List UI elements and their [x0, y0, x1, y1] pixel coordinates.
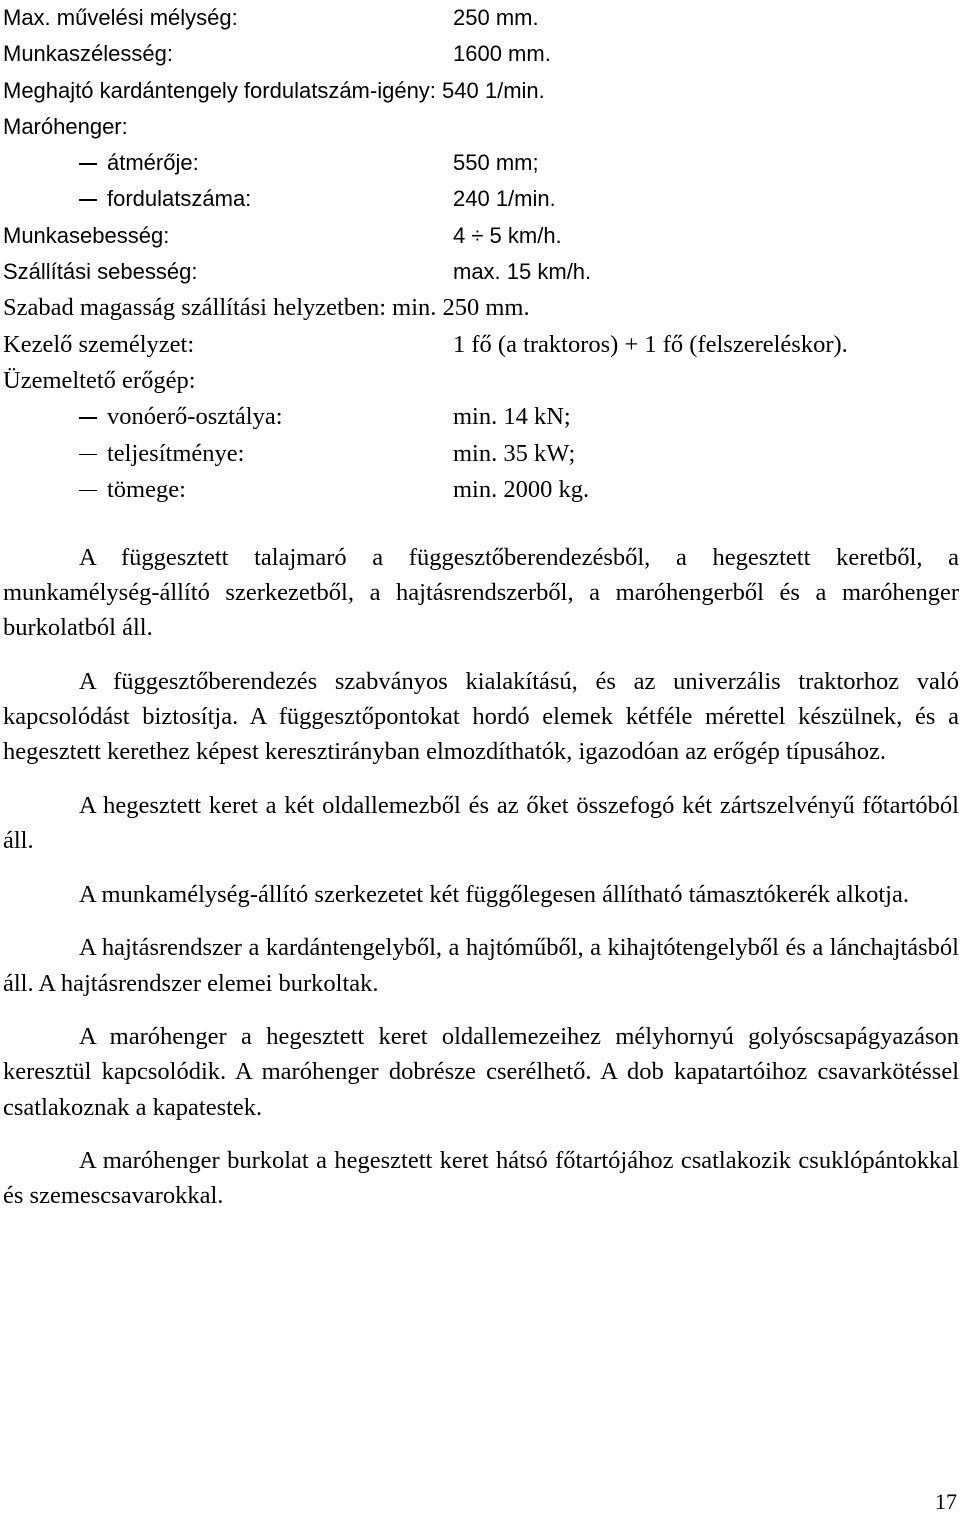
- dash-bullet-icon: [79, 199, 97, 201]
- spec-value: min. 2000 kg.: [453, 475, 590, 503]
- spec-label: Munkasebesség:: [3, 222, 170, 248]
- spec-label: tömege:: [107, 475, 186, 503]
- dash-bullet-icon: [79, 490, 97, 492]
- paragraph: A munkamélység-állító szerkezetet két függőlegesen állítható támasztókerék alkotja.: [79, 880, 909, 908]
- spec-operators: [3, 327, 957, 363]
- spec-label: teljesítménye:: [107, 439, 245, 467]
- dash-bullet-icon: [79, 417, 97, 419]
- paragraph: A maróhenger a hegesztett keret oldallemezeihez mélyhornyú golyóscsapágyazáson keresztül kapcsolódik. A maróhenger dobrésze cserélhető. A dob kapatartóihoz csavarkötéssel csatlakoznak a kapatestek.: [3, 1023, 959, 1121]
- spec-tractor-draft-class: [3, 399, 957, 435]
- spec-label: Munkaszélesség:: [3, 41, 173, 67]
- spec-working-width: [3, 36, 957, 72]
- spec-value: 1 fő (a traktoros) + 1 fő (felszereléskor).: [453, 330, 848, 358]
- paragraph: A hajtásrendszer a kardántengelyből, a hajtóműből, a kihajtótengelyből és a lánchajtásból áll. A hajtásrendszer elemei burkoltak.: [3, 934, 959, 997]
- spec-label: Szállítási sebesség:: [3, 259, 198, 285]
- spec-label: Kezelő személyzet:: [3, 330, 195, 358]
- spec-pto-speed: [3, 73, 957, 109]
- spec-value: 240 1/min.: [453, 186, 556, 212]
- spec-value: 250 mm.: [453, 5, 539, 30]
- paragraph: A maróhenger burkolat a hegesztett keret hátsó főtartójához csatlakozik csuklópántokkal és szemescsavarokkal.: [3, 1147, 959, 1210]
- spec-label: Meghajtó kardántengely fordulatszám-igény: 540 1/min.: [3, 77, 545, 103]
- spec-label: átmérője:: [107, 150, 199, 176]
- spec-value: min. 35 kW;: [453, 439, 576, 467]
- dash-bullet-icon: [79, 454, 97, 456]
- spec-tractor-heading: [3, 363, 957, 399]
- spec-tractor-power: [3, 436, 957, 472]
- spec-value: 1600 mm.: [453, 41, 551, 67]
- spec-max-depth: [3, 0, 957, 36]
- spec-label: vonóerő-osztálya:: [107, 403, 283, 431]
- spec-label: Üzemeltető erőgép:: [3, 366, 196, 394]
- spec-working-speed: [3, 218, 957, 254]
- spec-label: Maróhenger:: [3, 113, 128, 139]
- paragraph: A függesztőberendezés szabványos kialakítású, és az univerzális traktorhoz való kapcsolódást biztosítja. A függesztőpontokat hordó elemek kétféle mérettel készülnek, és a hegesztett kerethez képest keresztirányban elmozdíthatók, igazodóan az erőgép típusához.: [3, 668, 959, 766]
- dash-bullet-icon: [79, 163, 97, 165]
- spec-rotor-heading: [3, 109, 957, 145]
- spec-value: 550 mm;: [453, 150, 539, 176]
- spec-label: fordulatszáma:: [107, 186, 252, 212]
- spec-value: max. 15 km/h.: [453, 259, 592, 285]
- page-number: 17: [935, 1489, 957, 1514]
- spec-rotor-diameter: [3, 145, 957, 181]
- spec-rotor-speed: [3, 181, 957, 217]
- spec-label: Szabad magasság szállítási helyzetben: min. 250 mm.: [3, 294, 530, 322]
- description-text: [3, 540, 959, 1232]
- specifications-list: [3, 0, 957, 508]
- spec-transport-speed: [3, 254, 957, 290]
- spec-value: min. 14 kN;: [453, 403, 571, 431]
- spec-label: Max. művelési mélység:: [3, 5, 238, 30]
- paragraph: A hegesztett keret a két oldallemezből és az őket összefogó két zártszelvényű főtartóból áll.: [3, 792, 959, 855]
- spec-tractor-mass: [3, 472, 957, 508]
- paragraph: A függesztett talajmaró a függesztőberendezésből, a hegesztett keretből, a munkamélység-állító szerkezetből, a hajtásrendszerből, a maróhengerből és a maróhenger burkolatból áll.: [3, 544, 959, 642]
- spec-clearance: [3, 290, 957, 326]
- spec-value: 4 ÷ 5 km/h.: [453, 222, 562, 248]
